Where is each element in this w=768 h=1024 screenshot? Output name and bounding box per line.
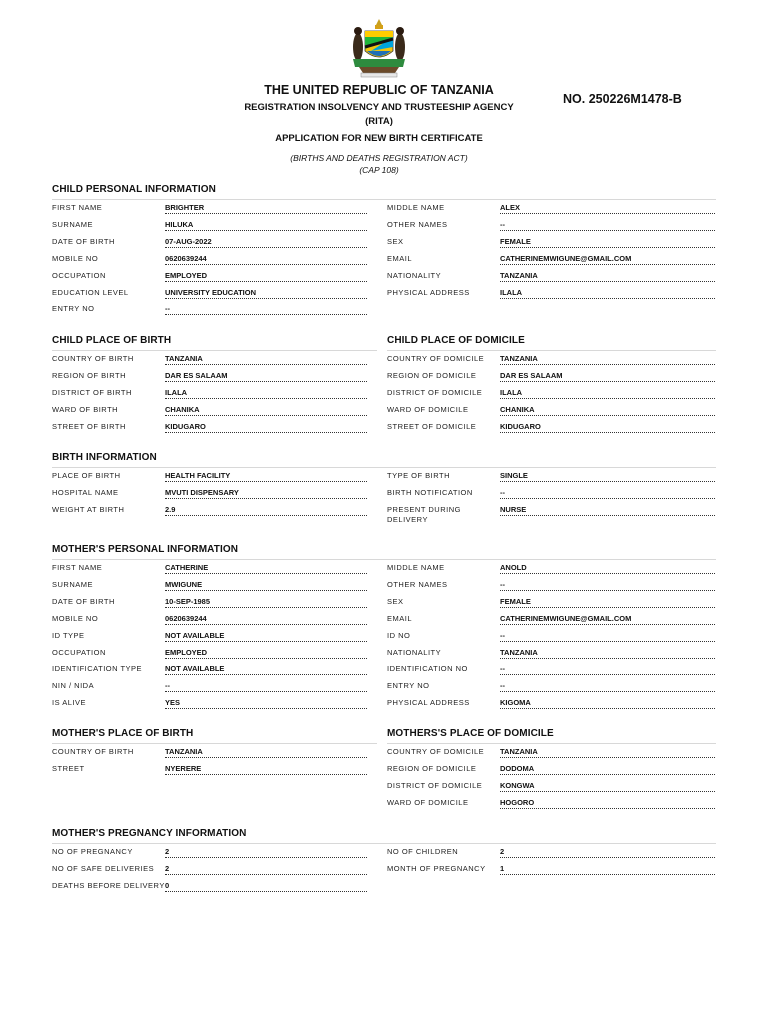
country-title: THE UNITED REPUBLIC OF TANZANIA [264, 83, 494, 97]
mother-personal-value: -- [500, 631, 715, 642]
mother-personal-value: NOT AVAILABLE [165, 631, 367, 642]
mother-personal-heading: MOTHER'S PERSONAL INFORMATION [52, 544, 239, 555]
child-personal-label: DATE OF BIRTH [52, 236, 115, 246]
mother-personal-label: OTHER NAMES [387, 579, 448, 589]
mother-personal-label: NIN / NIDA [52, 681, 95, 691]
mother-personal-label: IDENTIFICATION NO [387, 664, 468, 674]
birth-info-value: -- [500, 488, 715, 499]
child-place-birth-value: KIDUGARO [165, 422, 367, 433]
child-personal-value: FEMALE [500, 237, 715, 248]
mother-personal-value: 10-SEP-1985 [165, 597, 367, 608]
mother-personal-value: CATHERINEMWIGUNE@GMAIL.COM [500, 614, 715, 625]
child-personal-label: OCCUPATION [52, 270, 106, 280]
child-personal-rule [52, 199, 716, 200]
mother-place-birth-heading: MOTHER'S PLACE OF BIRTH [52, 728, 194, 739]
child-personal-value: TANZANIA [500, 271, 715, 282]
child-place-domicile-value: ILALA [500, 388, 715, 399]
child-personal-label: OTHER NAMES [387, 219, 448, 229]
pregnancy-label: MONTH OF PREGNANCY [387, 863, 486, 873]
child-place-domicile-value: KIDUGARO [500, 422, 715, 433]
child-place-birth-value: ILALA [165, 388, 367, 399]
mother-personal-label: IS ALIVE [52, 698, 87, 708]
birth-info-value: NURSE [500, 505, 715, 516]
mother-personal-value: ANOLD [500, 563, 715, 574]
mother-personal-label: OCCUPATION [52, 647, 106, 657]
mother-personal-label: ID TYPE [52, 630, 85, 640]
mother-personal-value: YES [165, 698, 367, 709]
mother-personal-label: SEX [387, 596, 404, 606]
mother-personal-label: DATE OF BIRTH [52, 596, 115, 606]
mother-personal-label: ENTRY NO [387, 681, 430, 691]
mother-personal-value: MWIGUNE [165, 580, 367, 591]
pregnancy-label: NO OF PREGNANCY [52, 847, 133, 856]
child-personal-value: BRIGHTER [165, 203, 367, 214]
mother-personal-value: -- [500, 681, 715, 692]
mother-place-domicile-label: REGION OF DOMICILE [387, 763, 477, 773]
child-personal-heading: CHILD PERSONAL INFORMATION [52, 184, 216, 195]
mother-place-domicile-value: KONGWA [500, 781, 715, 792]
mother-personal-label: MOBILE NO [52, 613, 99, 623]
pregnancy-label: NO OF CHILDREN [387, 847, 459, 856]
mother-personal-value: FEMALE [500, 597, 715, 608]
child-personal-value: -- [500, 220, 715, 231]
mother-place-domicile-value: HOGORO [500, 798, 715, 809]
pregnancy-label: NO OF SAFE DELIVERIES [52, 863, 155, 873]
child-place-birth-rule [52, 350, 377, 351]
child-personal-label: MOBILE NO [52, 253, 99, 263]
child-place-domicile-heading: CHILD PLACE OF DOMICILE [387, 335, 525, 346]
mother-personal-label: MIDDLE NAME [387, 563, 445, 572]
child-place-birth-label: COUNTRY OF BIRTH [52, 354, 134, 363]
birth-info-label: BIRTH NOTIFICATION [387, 487, 473, 497]
mother-personal-value: 0620639244 [165, 614, 367, 625]
agency-name: REGISTRATION INSOLVENCY AND TRUSTEESHIP AGENCY [244, 102, 514, 113]
child-personal-label: SEX [387, 236, 404, 246]
birth-info-label: WEIGHT AT BIRTH [52, 504, 125, 514]
child-place-birth-label: STREET OF BIRTH [52, 421, 126, 431]
child-personal-value: ILALA [500, 288, 715, 299]
mother-personal-value: EMPLOYED [165, 648, 367, 659]
pregnancy-value: 2 [500, 847, 715, 858]
mother-place-domicile-value: TANZANIA [500, 747, 715, 758]
child-personal-label: EDUCATION LEVEL [52, 287, 129, 297]
pregnancy-heading: MOTHER'S PREGNANCY INFORMATION [52, 828, 247, 839]
child-place-domicile-value: TANZANIA [500, 354, 715, 365]
child-personal-label: EMAIL [387, 253, 413, 263]
mother-place-domicile-heading: MOTHERS'S PLACE OF DOMICILE [387, 728, 554, 739]
mother-personal-label: ID NO [387, 630, 411, 640]
mother-personal-label: SURNAME [52, 579, 94, 589]
child-personal-value: EMPLOYED [165, 271, 367, 282]
child-place-domicile-label: STREET OF DOMICILE [387, 421, 477, 431]
birth-info-value: HEALTH FACILITY [165, 471, 367, 482]
child-personal-value: 07-AUG-2022 [165, 237, 367, 248]
mother-place-birth-value: NYERERE [165, 764, 367, 775]
child-personal-label: MIDDLE NAME [387, 203, 445, 212]
child-place-birth-value: CHANIKA [165, 405, 367, 416]
mother-personal-value: -- [165, 681, 367, 692]
mother-place-domicile-label: WARD OF DOMICILE [387, 797, 469, 807]
child-personal-label: PHYSICAL ADDRESS [387, 287, 470, 297]
document-number: NO. 250226M1478-B [563, 92, 682, 106]
pregnancy-value: 2 [165, 864, 367, 875]
child-personal-label: ENTRY NO [52, 304, 95, 314]
child-personal-value: HILUKA [165, 220, 367, 231]
mother-place-domicile-label: DISTRICT OF DOMICILE [387, 780, 483, 790]
child-personal-value: ALEX [500, 203, 715, 214]
mother-place-domicile-label: COUNTRY OF DOMICILE [387, 747, 485, 756]
mother-personal-label: IDENTIFICATION TYPE [52, 664, 143, 674]
mother-personal-label: PHYSICAL ADDRESS [387, 698, 470, 708]
mother-personal-label: EMAIL [387, 613, 413, 623]
coat-of-arms-emblem [349, 17, 409, 79]
child-place-domicile-label: WARD OF DOMICILE [387, 404, 469, 414]
pregnancy-rule [52, 843, 716, 844]
child-place-birth-value: TANZANIA [165, 354, 367, 365]
mother-personal-label: NATIONALITY [387, 647, 442, 657]
pregnancy-value: 1 [500, 864, 715, 875]
child-personal-label: FIRST NAME [52, 203, 103, 212]
mother-place-birth-rule [52, 743, 377, 744]
birth-info-label: PLACE OF BIRTH [52, 471, 121, 480]
child-place-domicile-rule [387, 350, 716, 351]
pregnancy-value: 0 [165, 881, 367, 892]
child-personal-value: 0620639244 [165, 254, 367, 265]
birth-info-heading: BIRTH INFORMATION [52, 452, 157, 463]
mother-personal-value: TANZANIA [500, 648, 715, 659]
child-personal-label: SURNAME [52, 219, 94, 229]
child-personal-value: CATHERINEMWIGUNE@GMAIL.COM [500, 254, 715, 265]
child-place-domicile-label: DISTRICT OF DOMICILE [387, 387, 483, 397]
mother-personal-value: KIGOMA [500, 698, 715, 709]
mother-personal-value: -- [500, 664, 715, 675]
birth-info-value: 2.9 [165, 505, 367, 516]
child-place-birth-value: DAR ES SALAAM [165, 371, 367, 382]
mother-place-birth-label: COUNTRY OF BIRTH [52, 747, 134, 756]
agency-abbreviation: (RITA) [365, 116, 393, 127]
mother-place-domicile-value: DODOMA [500, 764, 715, 775]
child-place-domicile-value: CHANIKA [500, 405, 715, 416]
mother-personal-rule [52, 559, 716, 560]
mother-place-domicile-rule [387, 743, 716, 744]
cap-reference: (CAP 108) [359, 165, 399, 175]
application-title: APPLICATION FOR NEW BIRTH CERTIFICATE [275, 133, 483, 144]
child-personal-value: -- [165, 304, 367, 315]
mother-personal-value: NOT AVAILABLE [165, 664, 367, 675]
child-place-domicile-label: REGION OF DOMICILE [387, 370, 477, 380]
child-place-domicile-label: COUNTRY OF DOMICILE [387, 354, 485, 363]
mother-personal-value: CATHERINE [165, 563, 367, 574]
child-place-birth-label: WARD OF BIRTH [52, 404, 119, 414]
birth-info-label: PRESENT DURING DELIVERY [387, 504, 461, 524]
child-personal-value: UNIVERSITY EDUCATION [165, 288, 367, 299]
birth-info-label: HOSPITAL NAME [52, 487, 119, 497]
pregnancy-label: DEATHS BEFORE DELIVERY [52, 880, 165, 890]
child-place-birth-heading: CHILD PLACE OF BIRTH [52, 335, 172, 346]
mother-place-birth-value: TANZANIA [165, 747, 367, 758]
pregnancy-value: 2 [165, 847, 367, 858]
mother-personal-label: FIRST NAME [52, 563, 103, 572]
mother-personal-value: -- [500, 580, 715, 591]
act-reference: (BIRTHS AND DEATHS REGISTRATION ACT) [290, 153, 468, 163]
birth-info-value: SINGLE [500, 471, 715, 482]
birth-info-label: TYPE OF BIRTH [387, 471, 451, 480]
child-place-birth-label: DISTRICT OF BIRTH [52, 387, 132, 397]
birth-info-rule [52, 467, 716, 468]
child-place-domicile-value: DAR ES SALAAM [500, 371, 715, 382]
child-place-birth-label: REGION OF BIRTH [52, 370, 127, 380]
child-personal-label: NATIONALITY [387, 270, 442, 280]
birth-info-value: MVUTI DISPENSARY [165, 488, 367, 499]
mother-place-birth-label: STREET [52, 763, 85, 773]
